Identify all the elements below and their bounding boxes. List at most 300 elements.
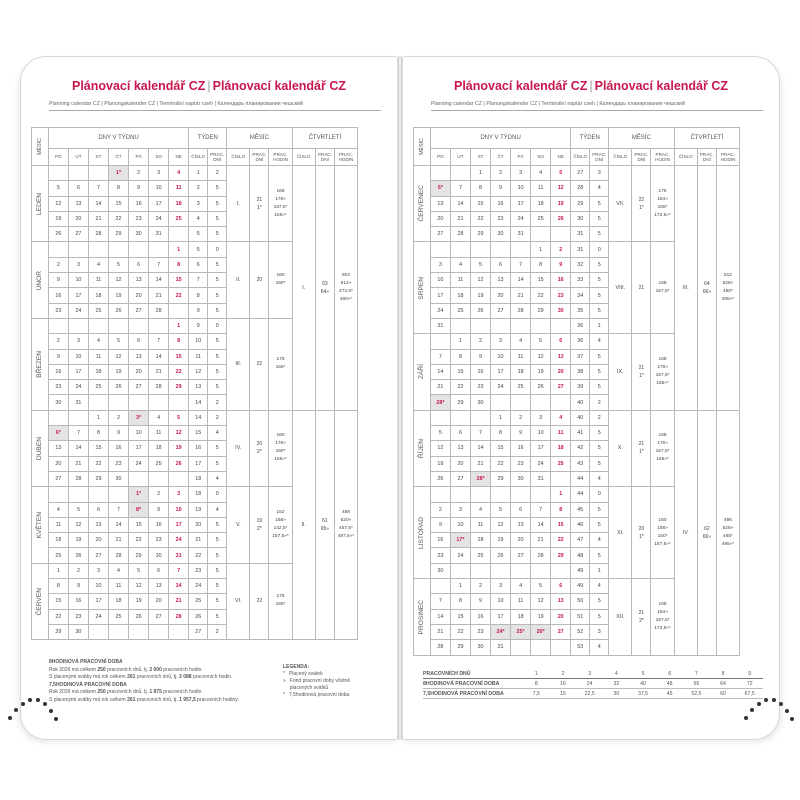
binder-dot [744, 716, 748, 720]
month-hours-cell: 160 150* [269, 242, 292, 318]
day-cell: 20 [48, 456, 68, 471]
day-cell: 15 [531, 273, 551, 288]
day-cell [48, 318, 68, 333]
week-workdays-cell: 5 [208, 181, 227, 196]
week-number-cell: 18 [189, 487, 208, 502]
day-cell: 11 [470, 517, 490, 532]
week-number-cell: 27 [571, 166, 590, 181]
day-cell: 13 [149, 579, 169, 594]
day-cell: 12 [109, 273, 129, 288]
header-subcol: PRAC. DNÍ [208, 149, 227, 166]
day-cell: 13 [491, 273, 511, 288]
month-workdays-cell: 21 [632, 242, 651, 334]
binder-dot [757, 702, 761, 706]
day-cell: 3 [169, 487, 189, 502]
day-cell: 14 [470, 441, 490, 456]
day-cell [531, 227, 551, 242]
day-cell: 10 [491, 594, 511, 609]
day-cell: 17 [149, 196, 169, 211]
day-cell: 12 [109, 349, 129, 364]
day-cell: 23 [129, 211, 149, 226]
week-number-cell: 35 [571, 303, 590, 318]
week-workdays-cell: 5 [590, 456, 609, 471]
day-cell: 10 [68, 273, 88, 288]
binder-dot [785, 709, 789, 713]
header-day-út: ÚT [450, 149, 470, 166]
day-cell: 26 [430, 471, 450, 486]
week-number-cell: 39 [571, 380, 590, 395]
day-cell: 18 [511, 364, 531, 379]
week-row [32, 166, 393, 181]
day-cell: 13 [450, 441, 470, 456]
day-cell: 27 [551, 380, 571, 395]
day-cell: 27 [129, 303, 149, 318]
day-cell: 15 [450, 364, 470, 379]
day-cell: 10 [491, 349, 511, 364]
day-cell: 26 [531, 380, 551, 395]
day-cell: 21 [430, 380, 450, 395]
day-cell: 16 [48, 288, 68, 303]
day-cell: 18 [149, 441, 169, 456]
day-cell: 20 [129, 364, 149, 379]
day-cell: 1 [48, 563, 68, 578]
day-cell: 31 [430, 318, 450, 333]
week-number-cell: 47 [571, 533, 590, 548]
header-days-of-week: DNY V TÝDNU [430, 128, 570, 149]
week-number-cell: 9 [189, 303, 208, 318]
header-day-st: ST [470, 149, 490, 166]
day-cell: 7 [68, 426, 88, 441]
day-cell: 18 [48, 533, 68, 548]
day-cell: 30 [551, 303, 571, 318]
week-workdays-cell: 5 [208, 563, 227, 578]
left-page [20, 56, 398, 740]
week-workdays-cell: 0 [208, 242, 227, 257]
week-workdays-cell: 5 [590, 548, 609, 563]
day-cell: 17 [430, 288, 450, 303]
day-cell: 14 [88, 196, 108, 211]
day-cell [129, 242, 149, 257]
month-number-cell: II. [227, 242, 250, 318]
day-cell: 10 [531, 426, 551, 441]
day-cell: 12 [129, 579, 149, 594]
day-cell: 11 [88, 349, 108, 364]
day-cell: 25* [511, 624, 531, 639]
day-cell: 7 [88, 181, 108, 196]
month-workdays-cell: 21 2* [632, 579, 651, 655]
day-cell: 4 [470, 502, 490, 517]
week-workdays-cell: 5 [208, 594, 227, 609]
day-cell: 28 [68, 471, 88, 486]
day-cell [491, 318, 511, 333]
week-number-cell: 48 [571, 548, 590, 563]
day-cell: 2 [430, 502, 450, 517]
day-cell: 22 [450, 624, 470, 639]
day-cell: 13 [551, 349, 571, 364]
day-cell: 24 [450, 548, 470, 563]
quarter-number-cell: IV. [674, 410, 697, 655]
binder-dot [790, 717, 794, 721]
day-cell [450, 487, 470, 502]
week-number-cell: 6 [189, 257, 208, 272]
title-part: Plánovací kalendář CZ [594, 79, 729, 93]
day-cell: 30 [430, 563, 450, 578]
day-cell [149, 471, 169, 486]
header-day-po: PO [48, 149, 68, 166]
day-cell: 8 [109, 181, 129, 196]
day-cell: 8 [551, 502, 571, 517]
notes-line: S placenými svátky má rok celkem 261 pracovních dnů, tj. 1 957,5 pracovních hodiny. [49, 696, 239, 703]
header-month: MĚSÍC [32, 128, 49, 166]
day-cell: 5 [491, 502, 511, 517]
day-cell: 12 [48, 196, 68, 211]
right-page [402, 56, 780, 740]
week-workdays-cell: 5 [208, 349, 227, 364]
week-workdays-cell: 2 [208, 166, 227, 181]
day-cell: 28 [450, 227, 470, 242]
header-subcol: PRAC. HODIN [651, 149, 674, 166]
day-cell: 22 [450, 380, 470, 395]
day-cell: 29 [109, 227, 129, 242]
day-cell: 21 [531, 533, 551, 548]
left-calendar-table [31, 127, 393, 640]
week-number-cell: 49 [571, 563, 590, 578]
day-cell [470, 242, 490, 257]
week-workdays-cell: 4 [590, 579, 609, 594]
day-cell: 3 [450, 502, 470, 517]
quarter-number-cell: II. [292, 410, 315, 639]
header-row [414, 149, 773, 166]
title-part: Plánovací kalendář CZ [453, 79, 588, 93]
header-subcol: PRAC. DNÍ [632, 149, 651, 166]
month-name-cell: ČERVENEC [414, 166, 431, 242]
day-cell: 27 [129, 380, 149, 395]
day-cell: 19 [68, 533, 88, 548]
day-cell: 27 [511, 548, 531, 563]
day-cell: 3 [491, 334, 511, 349]
day-cell: 19 [491, 533, 511, 548]
day-cell: 11 [88, 273, 108, 288]
day-cell: 25 [109, 609, 129, 624]
summary-row: 7,5HODINOVÁ PRACOVNÍ DOBA 7,5 15 22,5 30 37,5 45 52,5 60 67,5 [423, 689, 763, 699]
day-cell: 7 [470, 426, 490, 441]
week-workdays-cell: 5 [590, 288, 609, 303]
day-cell: 18 [450, 288, 470, 303]
header-month-col: MĚSÍC [609, 128, 674, 149]
day-cell: 14 [169, 579, 189, 594]
binder-dot [14, 708, 18, 712]
day-cell: 1 [450, 579, 470, 594]
left-page-subtitle: Planning calendar CZ | Planungskalender CZ | Terminální naptár cseh | Календарь планирования чешский [49, 101, 381, 111]
week-number-cell: 31 [571, 227, 590, 242]
month-number-cell: VI. [227, 563, 250, 639]
day-cell: 28 [88, 227, 108, 242]
month-workdays-cell: 20 1* [632, 487, 651, 579]
week-workdays-cell: 5 [590, 502, 609, 517]
binder-dot [764, 698, 768, 702]
day-cell [450, 318, 470, 333]
day-cell: 1 [88, 410, 108, 425]
day-cell: 27 [450, 471, 470, 486]
day-cell: 22 [491, 456, 511, 471]
day-cell: 14 [430, 364, 450, 379]
week-workdays-cell: 5 [208, 227, 227, 242]
day-cell: 29 [450, 640, 470, 655]
day-cell: 23 [48, 303, 68, 318]
day-cell [149, 624, 169, 639]
week-number-cell: 53 [571, 640, 590, 655]
day-cell: 6 [450, 426, 470, 441]
day-cell [470, 318, 490, 333]
day-cell: 16 [430, 533, 450, 548]
day-cell: 4 [531, 166, 551, 181]
day-cell: 2 [149, 487, 169, 502]
day-cell: 14 [450, 196, 470, 211]
legend [283, 664, 373, 699]
notes-line: S placenými svátky má rok celkem 261 pracovních dnů, tj. 2 088 pracovních hodin. [49, 674, 233, 680]
week-number-cell: 14 [189, 395, 208, 410]
day-cell: 16 [491, 196, 511, 211]
month-workdays-cell: 21 1* [250, 166, 269, 242]
day-cell: 28 [169, 609, 189, 624]
day-cell: 27 [491, 303, 511, 318]
day-cell: 18 [88, 288, 108, 303]
header-days-of-week: DNY V TÝDNU [48, 128, 188, 149]
binder-dot [36, 698, 40, 702]
day-cell [169, 624, 189, 639]
right-page-subtitle: Planning calendar CZ | Planungskalender CZ | Terminální naptár cseh | Календарь планирования чешский [431, 101, 763, 111]
week-number-cell: 44 [571, 487, 590, 502]
day-cell: 7 [511, 257, 531, 272]
day-cell: 9 [129, 181, 149, 196]
day-cell: 28* [470, 471, 490, 486]
day-cell: 10 [511, 181, 531, 196]
notes-line: Rok 2026 má celkem 250 pracovních dnů, tj. 1 875 pracovních hodin. [49, 689, 203, 695]
month-number-cell: XII. [609, 579, 632, 655]
day-cell: 17 [531, 441, 551, 456]
header-subcol: PRAC. HODIN [269, 149, 292, 166]
day-cell: 4 [109, 563, 129, 578]
legend-title: LEGENDA: [283, 664, 310, 670]
day-cell [511, 487, 531, 502]
week-number-cell: 1 [189, 166, 208, 181]
week-workdays-cell: 1 [590, 318, 609, 333]
week-number-cell: 13 [189, 380, 208, 395]
header-day-ne: NE [551, 149, 571, 166]
day-cell: 8 [450, 349, 470, 364]
header-subcol: PRAC. DNÍ [250, 149, 269, 166]
day-cell: 1* [129, 487, 149, 502]
day-cell: 4 [551, 410, 571, 425]
day-cell: 25 [88, 380, 108, 395]
day-cell [129, 624, 149, 639]
week-number-cell: 17 [189, 456, 208, 471]
month-hours-cell: 168 184» 157,5* 172,5»* [651, 579, 674, 655]
day-cell: 15 [450, 609, 470, 624]
day-cell: 28* [430, 395, 450, 410]
week-number-cell: 28 [571, 181, 590, 196]
day-cell: 10 [149, 181, 169, 196]
week-number-cell: 44 [571, 471, 590, 486]
day-cell: 12 [531, 594, 551, 609]
week-number-cell: 37 [571, 349, 590, 364]
day-cell [470, 487, 490, 502]
day-cell: 15 [129, 517, 149, 532]
day-cell: 21 [88, 211, 108, 226]
day-cell: 22 [551, 533, 571, 548]
day-cell: 26 [109, 380, 129, 395]
week-workdays-cell: 4 [590, 181, 609, 196]
legend-item: * 7,5hodinová pracovní doba [283, 692, 350, 698]
day-cell: 4 [511, 334, 531, 349]
day-cell: 30 [48, 395, 68, 410]
day-cell: 31 [149, 227, 169, 242]
day-cell: 24 [149, 211, 169, 226]
day-cell [551, 318, 571, 333]
day-cell [511, 395, 531, 410]
header-subcol: ČÍSLO [227, 149, 250, 166]
day-cell: 25 [48, 548, 68, 563]
day-cell: 12 [430, 441, 450, 456]
day-cell: 3 [68, 257, 88, 272]
day-cell: 11 [109, 579, 129, 594]
day-cell: 14 [149, 273, 169, 288]
day-cell: 24 [129, 456, 149, 471]
month-number-cell: IV. [227, 410, 250, 486]
day-cell: 25 [88, 303, 108, 318]
day-cell [48, 410, 68, 425]
day-cell: 17 [68, 288, 88, 303]
day-cell: 30 [511, 471, 531, 486]
header-subcol: ČÍSLO [189, 149, 208, 166]
header-month: MĚSÍC [414, 128, 431, 166]
day-cell: 21 [149, 364, 169, 379]
week-number-cell: 11 [189, 349, 208, 364]
day-cell: 19 [48, 211, 68, 226]
day-cell: 15 [470, 196, 490, 211]
week-workdays-cell: 0 [208, 487, 227, 502]
day-cell: 4 [169, 166, 189, 181]
day-cell: 29 [48, 624, 68, 639]
day-cell: 24* [491, 624, 511, 639]
day-cell [531, 395, 551, 410]
header-subcol: ČÍSLO [571, 149, 590, 166]
week-workdays-cell: 0 [590, 242, 609, 257]
day-cell: 14 [149, 349, 169, 364]
day-cell: 26 [48, 227, 68, 242]
day-cell: 13 [430, 196, 450, 211]
day-cell: 8 [491, 426, 511, 441]
week-number-cell: 46 [571, 517, 590, 532]
day-cell: 10 [450, 517, 470, 532]
day-cell: 5 [470, 257, 490, 272]
day-cell: 28 [511, 303, 531, 318]
day-cell: 13 [88, 517, 108, 532]
week-workdays-cell: 4 [590, 334, 609, 349]
month-workdays-cell: 19 2* [250, 487, 269, 563]
day-cell: 21 [68, 456, 88, 471]
day-cell: 20 [551, 364, 571, 379]
week-workdays-cell: 5 [208, 364, 227, 379]
header-subcol: PRAC. DNÍ [697, 149, 716, 166]
day-cell [109, 318, 129, 333]
day-cell [531, 640, 551, 655]
day-cell: 5 [109, 334, 129, 349]
day-cell: 7 [430, 349, 450, 364]
week-workdays-cell: 5 [208, 533, 227, 548]
header-quarter: ČTVRTLETÍ [292, 128, 357, 149]
day-cell: 3 [531, 410, 551, 425]
day-cell: 8 [48, 579, 68, 594]
day-cell: 20 [430, 211, 450, 226]
day-cell: 2 [129, 166, 149, 181]
month-workdays-cell: 22 [250, 563, 269, 639]
week-workdays-cell: 2 [208, 410, 227, 425]
day-cell: 1 [531, 242, 551, 257]
day-cell: 6 [129, 334, 149, 349]
week-workdays-cell: 5 [590, 211, 609, 226]
week-number-cell: 21 [189, 533, 208, 548]
day-cell: 10 [68, 349, 88, 364]
day-cell: 31 [511, 227, 531, 242]
day-cell: 24 [169, 533, 189, 548]
day-cell: 26 [109, 303, 129, 318]
day-cell [129, 318, 149, 333]
week-workdays-cell: 5 [590, 594, 609, 609]
day-cell [88, 395, 108, 410]
header-day-st: ST [88, 149, 108, 166]
right-page-title: Plánovací kalendář CZ | Plánovací kalendář CZ [453, 79, 729, 93]
day-cell: 7 [149, 334, 169, 349]
month-name-cell: ČERVEN [32, 563, 49, 639]
week-workdays-cell: 5 [208, 517, 227, 532]
month-number-cell: V. [227, 487, 250, 563]
day-cell [450, 410, 470, 425]
day-cell: 20 [511, 533, 531, 548]
quarter-workdays-cell: 61 65» [315, 410, 334, 639]
quarter-number-cell: I. [292, 166, 315, 411]
day-cell: 9 [491, 181, 511, 196]
day-cell: 12 [68, 517, 88, 532]
day-cell: 31 [68, 395, 88, 410]
day-cell [511, 640, 531, 655]
day-cell: 4 [88, 257, 108, 272]
day-cell [430, 487, 450, 502]
day-cell: 28 [109, 548, 129, 563]
day-cell: 2 [48, 257, 68, 272]
week-number-cell: 9 [189, 318, 208, 333]
day-cell [531, 318, 551, 333]
day-cell: 19 [109, 364, 129, 379]
week-workdays-cell: 4 [590, 640, 609, 655]
quarter-hours-cell: 496 528» 465* 495»* [716, 410, 739, 655]
day-cell: 29 [491, 471, 511, 486]
header-day-po: PO [430, 149, 450, 166]
day-cell: 24 [531, 456, 551, 471]
week-number-cell: 16 [189, 441, 208, 456]
day-cell [491, 563, 511, 578]
header-subcol: PRAC. HODIN [716, 149, 739, 166]
month-workdays-cell: 22 [250, 318, 269, 410]
week-number-cell: 43 [571, 456, 590, 471]
day-cell: 3 [68, 334, 88, 349]
day-cell: 20 [149, 594, 169, 609]
week-number-cell: 45 [571, 502, 590, 517]
week-workdays-cell: 5 [208, 257, 227, 272]
month-hours-cell: 176 165* [269, 318, 292, 410]
day-cell: 31 [169, 548, 189, 563]
month-workdays-cell: 20 2* [250, 410, 269, 486]
